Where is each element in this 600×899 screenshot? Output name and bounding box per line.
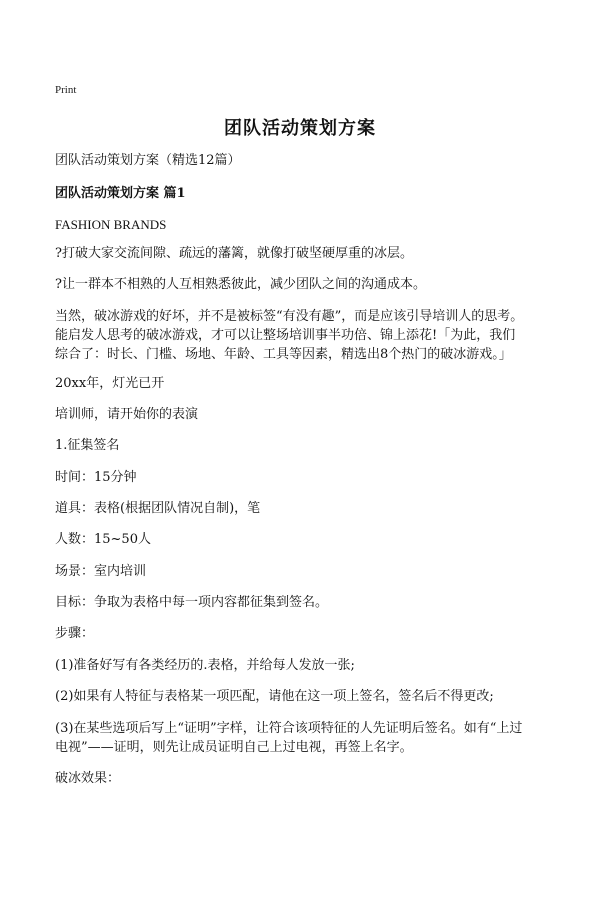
paragraph: 培训师，请开始你的表演	[55, 407, 199, 422]
paragraph-line: 能启发人思考的破冰游戏，才可以让整场培训事半功倍、锦上添花!「为此，我们	[55, 328, 516, 343]
effect-heading: 破冰效果：	[55, 771, 121, 786]
step-item: (1)准备好写有各类经历的.表格，并给每人发放一张;	[55, 658, 355, 673]
paragraph: ?打破大家交流间隙、疏远的藩篱，就像打破坚硬厚重的冰层。	[55, 246, 413, 261]
list-heading: 1.征集签名	[55, 438, 120, 453]
step-item-line: 电视”——证明，则先让成员证明自己上过电视，再签上名字。	[55, 740, 413, 755]
detail-props: 道具：表格(根据团队情况自制)，笔	[55, 501, 261, 516]
paragraph: ?让一群本不相熟的人互相熟悉彼此，减少团队之间的沟通成本。	[55, 277, 426, 292]
paragraph-line: 综合了：时长、门槛、场地、年龄、工具等因素，精选出8个热门的破冰游戏。」	[55, 347, 512, 362]
paragraph: 20xx年，灯光已开	[55, 376, 165, 391]
step-item: (2)如果有人特征与表格某一项匹配，请他在这一项上签名，签名后不得更改;	[55, 689, 494, 704]
document-subtitle: 团队活动策划方案（精选12篇）	[55, 153, 241, 168]
section-heading: 团队活动策划方案 篇1	[55, 186, 186, 201]
detail-goal: 目标：争取为表格中每一项内容都征集到签名。	[55, 595, 329, 610]
brand-line: FASHION BRANDS	[55, 217, 167, 232]
detail-people: 人数：15~50人	[55, 532, 151, 547]
step-item-line: (3)在某些选项后写上“证明”字样，让符合该项特征的人先证明后签名。如有“上过	[55, 721, 523, 736]
detail-scene: 场景：室内培训	[55, 564, 147, 579]
detail-time: 时间：15分钟	[55, 470, 137, 485]
print-label: Print	[55, 84, 77, 96]
paragraph-line: 当然，破冰游戏的好坏，并不是被标签“有没有趣”，而是应该引导培训人的思考。	[55, 309, 524, 324]
steps-heading: 步骤：	[55, 626, 95, 641]
document-title: 团队活动策划方案	[224, 118, 376, 139]
